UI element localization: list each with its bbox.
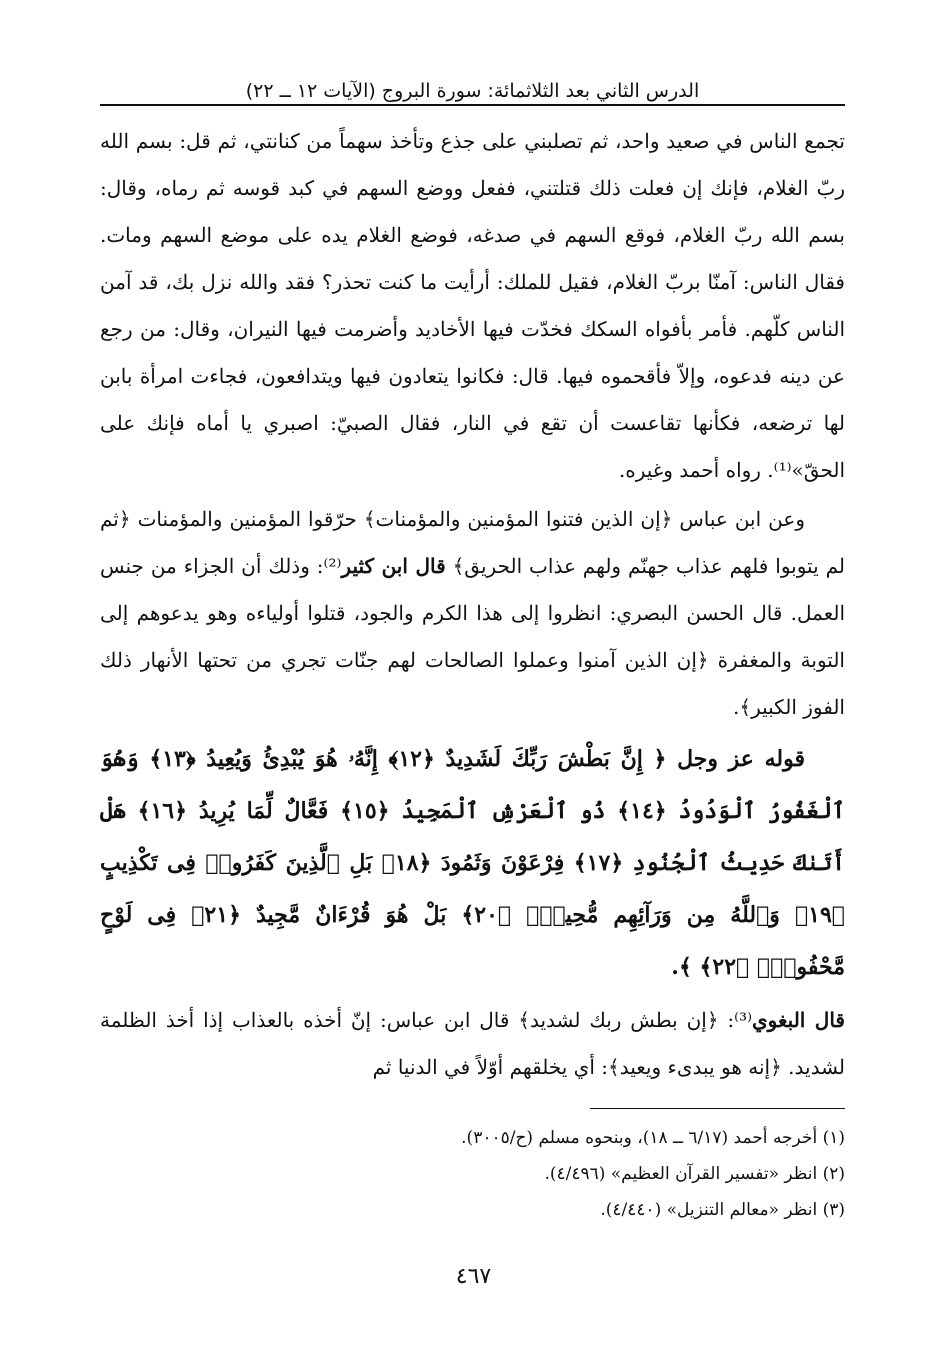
- baghawi-text: ⁽³⁾: ﴿إن بطش ربك لشديد﴾ قال ابن عباس: إنّ أخذه بالعذاب إذا أخذ الظلمة لشديد. ﴿إنه هو يبدىء ويعيد﴾: أي يخلقهم أوّلاً في الدنيا ثم: [100, 1008, 845, 1079]
- ibn-kathir-label: قال ابن كثير: [341, 554, 446, 578]
- main-text: [100, 118, 845, 1091]
- quran-intro: قوله عز وجل: [677, 746, 805, 772]
- page-number: ٤٦٧: [455, 1264, 492, 1289]
- footnote-1: (١) أخرجه أحمد (٦/١٧ ــ ١٨)، وبنحوه مسلم (ح/٣٠٠٥).: [461, 1128, 845, 1148]
- paragraph-hadith-continuation: تجمع الناس في صعيد واحد، ثم تصلبني على جذع وتأخذ سهماً من كنانتي، ثم قل: بسم الله ربّ الغلام، فإنك إن فعلت ذلك قتلتني، ففعل ووضع السهم في كبد قوسه ثم رماه، وقال: بسم الله ربّ الغلام، فوقع السهم في صدغه، فوضع الغلام يده على موضع السهم ومات. فقال الناس: آمنّا بربّ الغلام، فقيل للملك: أرأيت ما كنت تحذر؟ فقد والله نزل بك، قد آمن الناس كلّهم. فأمر بأفواه السكك فخدّت فيها الأخاديد وأضرمت فيها النيران، وقال: من رجع عن دينه فدعوه، وإلاّ فأقحموه فيها. قال: فكانوا يتعادون فيها ويتدافعون، فجاءت امرأة بابن لها ترضعه، فكأنها تقاعست أن تقع في النار، فقال الصبيّ: اصبري يا أماه فإنك على الحقّ»⁽¹⁾. رواه أحمد وغيره.: [100, 129, 845, 482]
- quran-verses-block: [100, 733, 845, 993]
- ibn-kathir-text: ⁽²⁾: وذلك أن الجزاء من جنس العمل. قال الحسن البصري: انظروا إلى هذا الكرم والجود، قتلوا أولياءه وهو يدعوهم إلى التوبة والمغفرة ﴿إن الذين آمنوا وعملوا الصالحات لهم جنّات تجري من تحتها الأنهار ذلك الفوز الكبير﴾.: [100, 554, 845, 719]
- quran-verses: ﴿ إِنَّ بَطْشَ رَبِّكَ لَشَدِيدٌ ﴿١٢﴾ إِنَّهُۥ هُوَ يُبْدِئُ وَيُعِيدُ ﴿١٣﴾ وَهُوَ ٱلْغَفُورُ ٱلْوَدُودُ ﴿١٤﴾ ذُو ٱلْعَرْشِ ٱلْمَجِيدُ ﴿١٥﴾ فَعَّالٌ لِّمَا يُرِيدُ ﴿١٦﴾ هَلْ أَتَىٰكَ حَدِيثُ ٱلْجُنُودِ ﴿١٧﴾ فِرْعَوْنَ وَثَمُودَ ﴿١٨﴾ بَلِ ٱلَّذِينَ كَفَرُوا۟ فِى تَكْذِيبٍ ﴿١٩﴾ وَٱللَّهُ مِن وَرَآئِهِم مُّحِيطٌۢ ﴿٢٠﴾ بَلْ هُوَ قُرْءَانٌ مَّجِيدٌ ﴿٢١﴾ فِى لَوْحٍ مَّحْفُوظٍۭ ﴿٢٢﴾ ﴾.: [100, 746, 845, 980]
- baghawi-label: قال البغوي: [752, 1008, 845, 1032]
- running-header: الدرس الثاني بعد الثلاثمائة: سورة البروج (الآيات ١٢ ــ ٢٢): [245, 80, 700, 102]
- footnote-rule: [590, 1108, 845, 1109]
- header-rule: [100, 104, 845, 106]
- paragraph-baghawi: [100, 997, 845, 1091]
- footnote-2: (٢) انظر «تفسير القرآن العظيم» (٤/٤٩٦).: [544, 1164, 845, 1184]
- footnotes: [100, 1120, 845, 1228]
- footnote-3: (٣) انظر «معالم التنزيل» (٤/٤٤٠).: [600, 1200, 845, 1220]
- ibn-abbas-text: وعن ابن عباس ﴿إن الذين فتنوا المؤمنين والمؤمنات﴾ حرّقوا المؤمنين والمؤمنات ﴿ثم لم يتوبوا فلهم عذاب جهنّم ولهم عذاب الحريق﴾: [100, 507, 845, 578]
- paragraph-ibn-abbas: [100, 496, 845, 731]
